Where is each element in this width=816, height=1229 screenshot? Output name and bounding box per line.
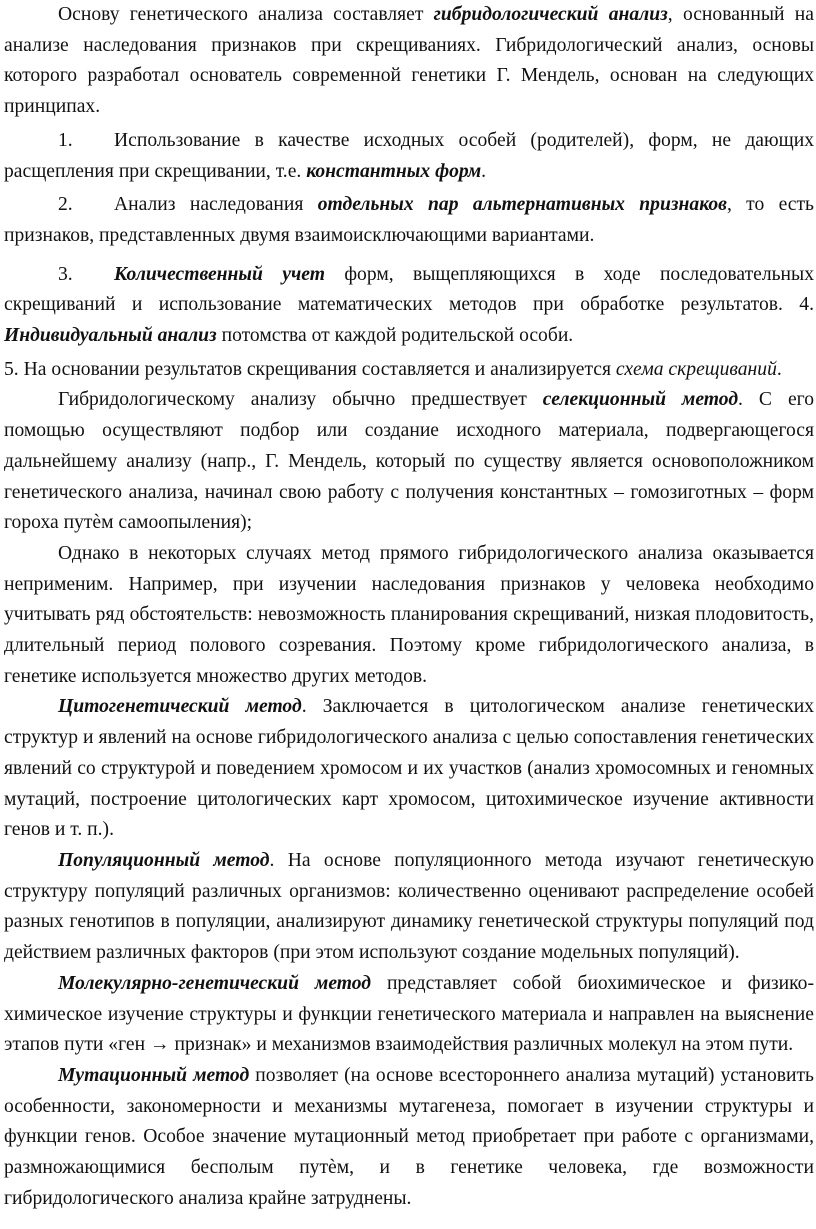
principle-text: форм, выщепляющихся в ходе последовательных скрещиваний и использование математических методов при обработке результатов. 4. [4, 263, 815, 316]
selection-text-end: . С его помощью осуществляют подбор или создание исходного материала, подвергающегося дальнейшему анализу (напр., Г. Мендель, который по существу является основоположником генетического анализа, начинал свою работу с получения константных – гомозиготных – форм гороха путѐм самоопыления); [4, 389, 814, 534]
principle-text-end: потомства от каждой родительской особи. [216, 325, 574, 347]
term-individual-analysis: Индивидуальный анализ [4, 325, 217, 347]
term-quantitative-count: Количественный учет [114, 263, 325, 285]
term-constant-forms: константных форм [306, 160, 482, 182]
selection-text-start: Гибридологическому анализу обычно предшествует [58, 389, 543, 411]
principle-item-1 [4, 126, 814, 187]
term-selection-method: селекционный метод [542, 389, 739, 411]
principle-number: 2. [58, 194, 73, 216]
term-population-method: Популяционный метод [58, 849, 270, 871]
principle-text: Использование в качестве исходных особей (родителей), форм, не дающих расщепления при скрещивании, т.е. [4, 129, 814, 182]
principle-text: 5. На основании результатов скрещивания составляется и анализируется [4, 358, 616, 380]
term-crossing-scheme: схема скрещиваний [615, 358, 777, 380]
principle-text-end: , то есть признаков, представленных двумя взаимоисключающими вариантами. [4, 194, 814, 246]
cytogenetic-method-paragraph [4, 692, 814, 846]
principle-text-end: . [481, 160, 487, 182]
term-hybridological-analysis: гибридологический анализ [433, 4, 668, 25]
principle-item-3 [4, 260, 814, 352]
principle-text-end: . [776, 358, 782, 380]
limitation-paragraph: Однако в некоторых случаях метод прямого гибридологического анализа оказывается неприменим. Например, при изучении наследования признаков у человека необходимо учитывать ряд обстоятельств: невозможность планирования скрещиваний, низкая плодовитость, длительный период полового созревания. Поэтому кроме гибридологического анализа, в генетике используется множество других методов. [4, 542, 814, 687]
principle-item-5 [4, 355, 814, 386]
principle-item-2 [4, 190, 814, 251]
term-mutation-method: Мутационный метод [58, 1064, 250, 1086]
method-text: позволяет (на основе всестороннего анализа мутаций) установить особенности, закономерности и механизмы мутагенеза, помогает в изучении структуры и функции генов. Особое значение мутационный метод приобретает при работе с организмами, размножающимися бесполым путѐм, и в генетике человека, где возможности гибридологического анализа крайне затруднены. [4, 1064, 814, 1209]
population-method-paragraph [4, 846, 814, 969]
intro-text-end: , основанный на анализе наследования признаков при скрещиваниях. Гибридологический анализ, основы которого разработал основатель современной генетики Г. Мендель, основан на следующих принципах. [4, 4, 814, 118]
method-text: . Заключается в цитологическом анализе генетических структур и явлений на основе гибридологического анализа с целью сопоставления генетических явлений со структурой и поведением хромосом и их участков (анализ хромосомных и геномных мутаций, построение цитологических карт хромосом, цитохимическое изучение активности генов и т. п.). [4, 696, 815, 841]
principle-number: 1. [58, 129, 73, 151]
term-molecular-genetic-method: Молекулярно-генетический метод [58, 972, 372, 994]
molecular-method-paragraph [4, 969, 814, 1061]
principle-number: 3. [58, 263, 73, 285]
method-text: . На основе популяционного метода изучают генетическую структуру популяций различных организмов: количественно оценивают распределение особей разных генотипов в популяции, анализируют динамику генетической структуры популяций под действием различных факторов (при этом используют создание модельных популяций). [4, 849, 814, 964]
term-cytogenetic-method: Цитогенетический метод [58, 696, 302, 718]
method-text: представляет собой биохимическое и физико-химическое изучение структуры и функции генетического материала и направлен на выяснение этапов пути «ген → признак» и механизмов взаимодействия различных молекул на этом пути. [4, 972, 814, 1056]
intro-paragraph [4, 0, 814, 123]
mutation-method-paragraph [4, 1061, 814, 1215]
principle-text: Анализ наследования [114, 194, 318, 216]
intro-text-start: Основу генетического анализа составляет [58, 4, 434, 25]
term-alternative-traits: отдельных пар альтернативных признаков [317, 194, 727, 216]
selection-paragraph [4, 385, 814, 539]
